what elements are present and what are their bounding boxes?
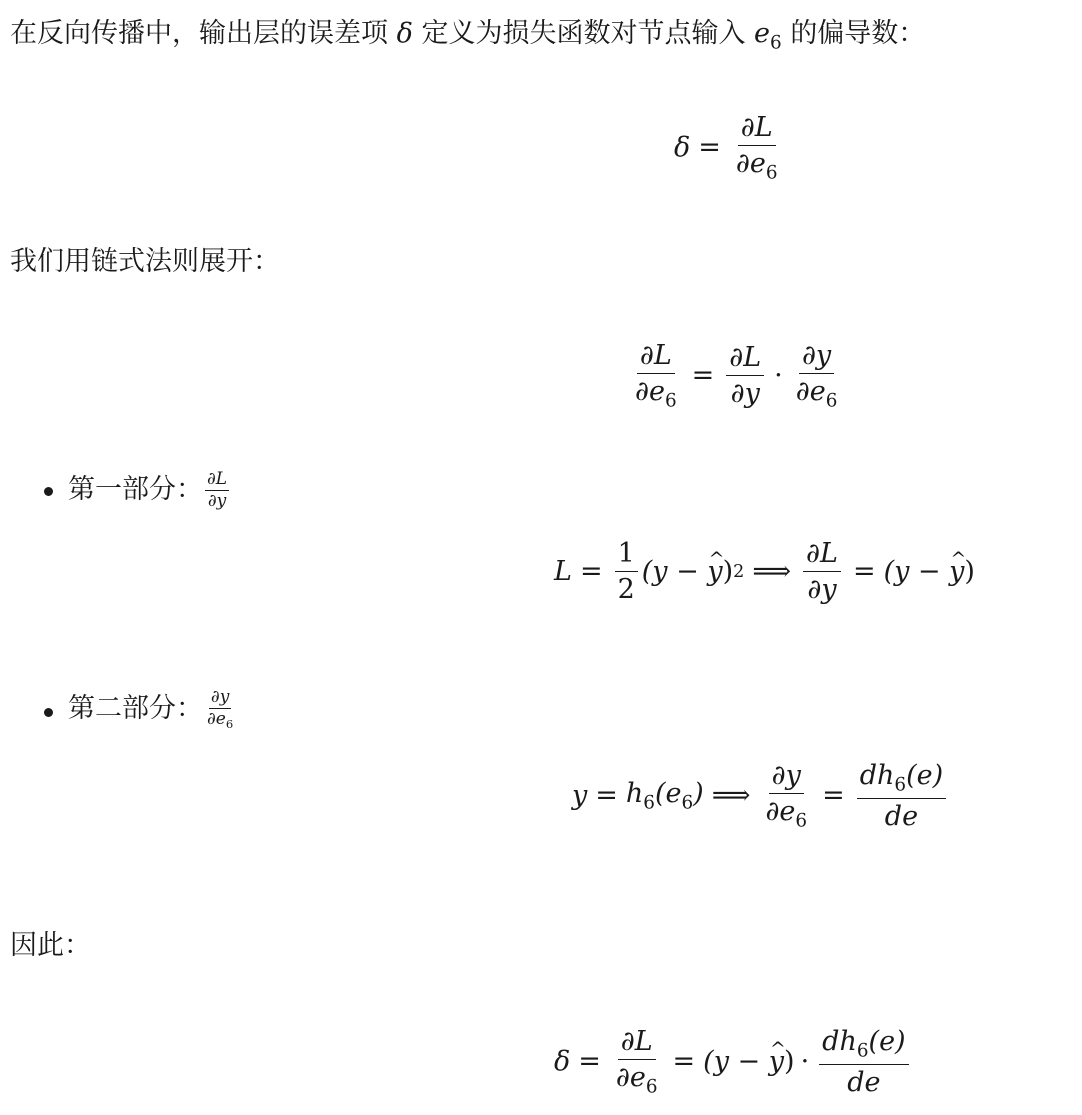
part1-label: 第一部分： $\frac{\partial L}{\partial y}$ [68,469,228,511]
therefore-label: 因此： [10,930,91,961]
bullet-marker [44,487,53,496]
intro-text-1: 在反向传播中，输出层的误差项 [10,18,388,49]
delta-symbol: δ [396,18,413,49]
chain-rule-intro: 我们用链式法则展开： [10,246,280,277]
intro-paragraph [10,16,925,61]
part2-fraction: $\frac{\partial y}{\partial e_6}$ [207,687,234,731]
equation-chain-rule: $\frac{\partial L}{\partial e_6}$ = $\frac{\partial L}{\partial y}$ · $\frac{\partial y}{\partial e_6}$ [635,340,838,412]
equation-loss-derivative: L = $\frac{1}{2}$ (y − y ^ ) 2 ⟹ $\frac{\partial L}{\partial y}$ = (y − y ^ ) [554,538,975,605]
part2-label: 第二部分： $\frac{\partial y}{\partial e_6}$ [68,687,234,731]
e6-symbol: $e_6$ [754,18,782,54]
intro-text-3: 的偏导数： [790,18,926,49]
intro-text-2: 定义为损失函数对节点输入 [421,18,746,49]
fraction-dL-de6: $\frac{\partial L}{\partial e_6}$ [735,112,778,184]
equation-activation-derivative: y = $h_6(e_6)$ ⟹ $\frac{\partial y}{\partial e_6}$ = $\frac{dh_6(e)}{de}$ [572,760,950,832]
bullet-marker [44,708,53,717]
part1-fraction: $\frac{\partial L}{\partial y}$ [207,469,228,511]
equation-final-delta: δ = $\frac{\partial L}{\partial e_6}$ = (y − y ^ ) · $\frac{dh_6(e)}{de}$ [554,1026,913,1098]
equation-delta-definition: δ = $\frac{\partial L}{\partial e_6}$ [674,112,785,184]
